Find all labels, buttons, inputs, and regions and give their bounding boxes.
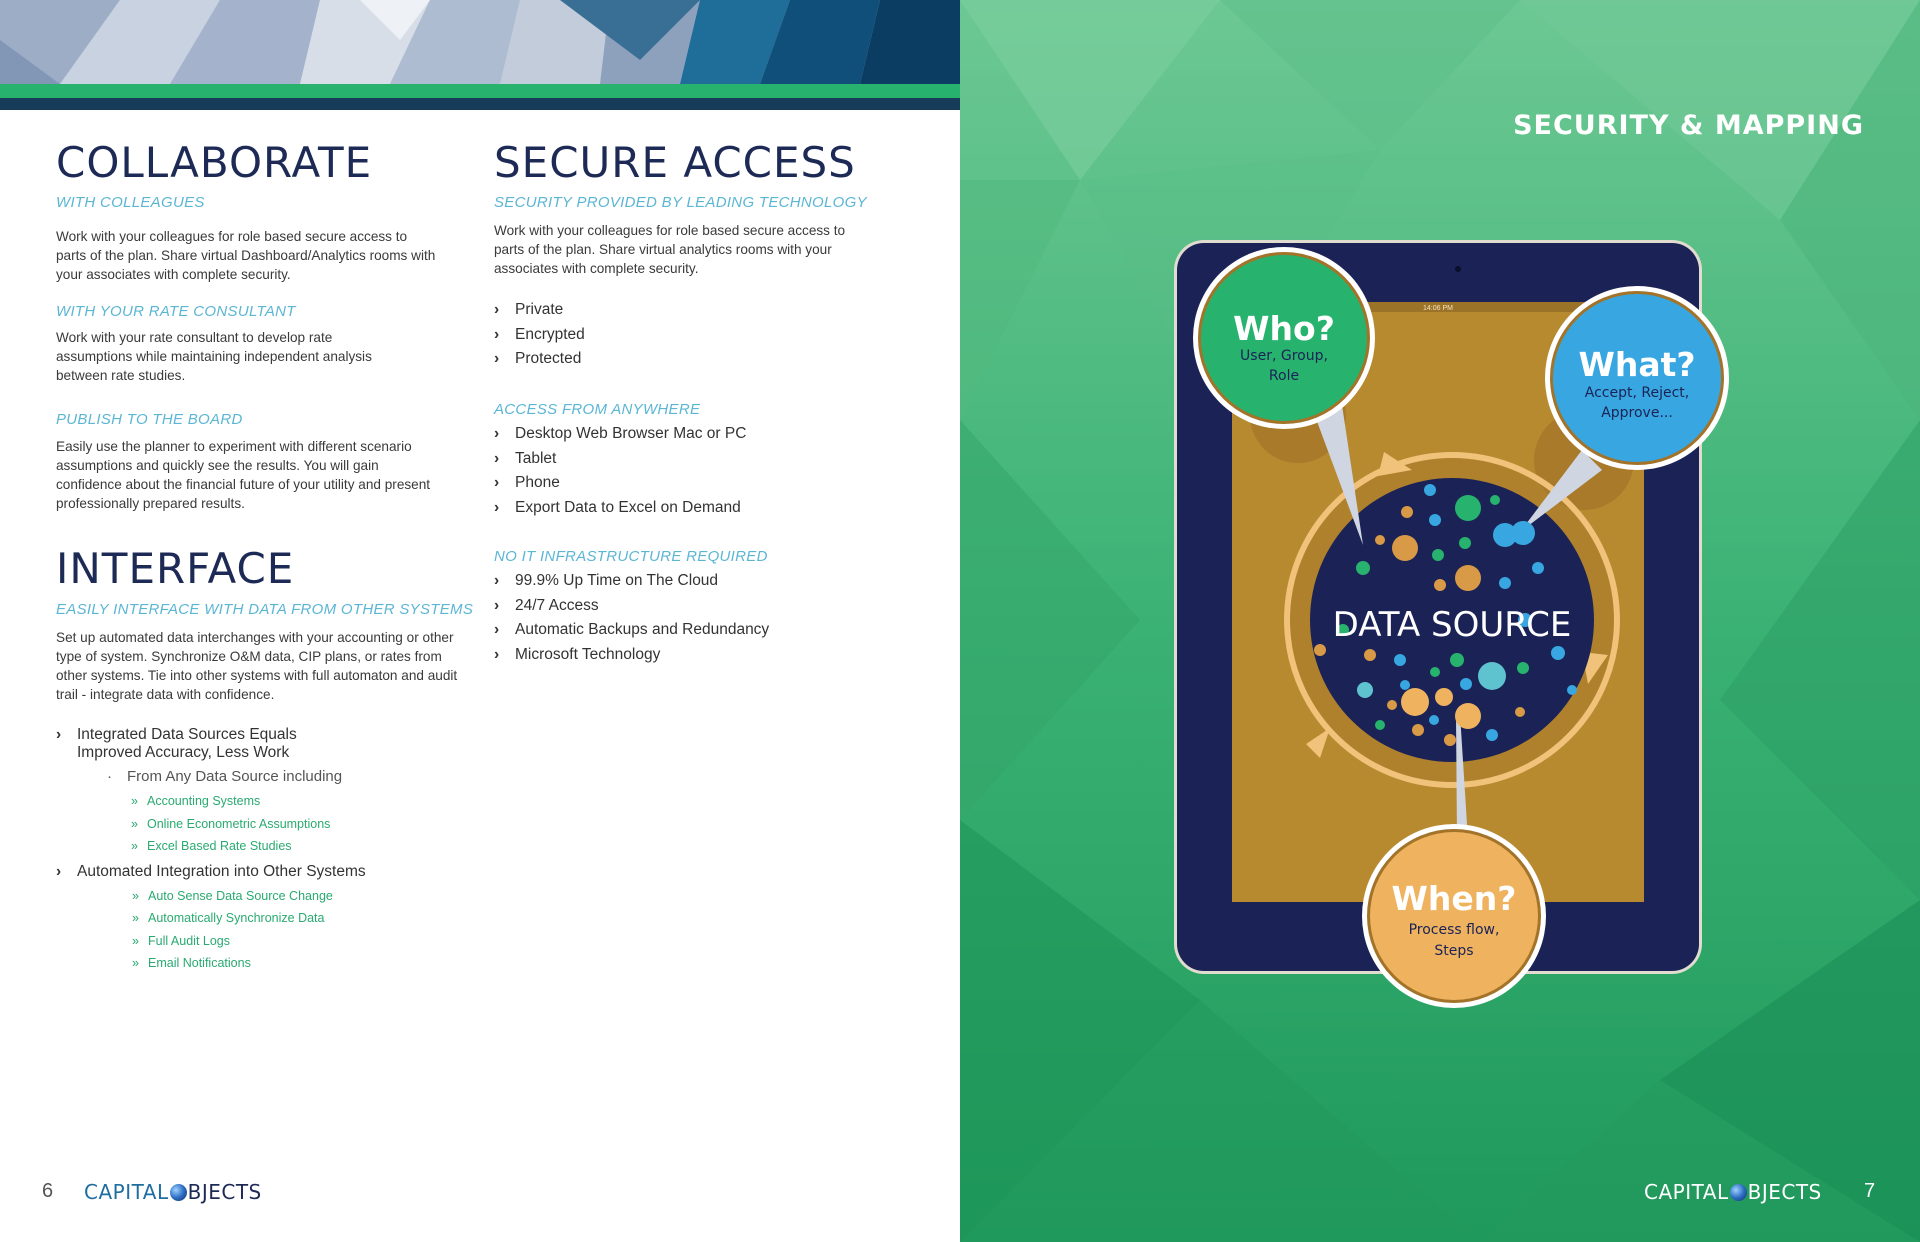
list-item: › Protected xyxy=(494,347,874,372)
what-connector-dot xyxy=(1511,521,1535,545)
capital-objects-logo-right xyxy=(1644,1180,1822,1204)
list-item: › Encrypted xyxy=(494,323,874,348)
list-item: » Automatically Synchronize Data xyxy=(132,907,476,930)
collaborate-heading: COLLABORATE xyxy=(56,138,373,187)
when-title: When? xyxy=(1391,879,1517,918)
list-item: » Full Audit Logs xyxy=(132,930,476,953)
list-item: » Online Econometric Assumptions xyxy=(131,813,476,836)
who-line1: User, Group, xyxy=(1240,348,1328,364)
list-item: › Export Data to Excel on Demand xyxy=(494,496,874,521)
list-item: › 99.9% Up Time on The Cloud xyxy=(494,569,874,594)
security-list xyxy=(494,298,874,372)
collaborate-body-colleagues: Work with your colleagues for role based secure access to parts of the plan. Share virtual Dashboard/Analytics rooms with your associates with complete security. xyxy=(56,229,436,282)
list-item: » Excel Based Rate Studies xyxy=(131,835,476,858)
data-source-label: DATA SOURCE xyxy=(1332,605,1572,645)
when-line2: Steps xyxy=(1434,943,1474,959)
geometric-header-banner xyxy=(0,0,960,110)
when-line1: Process flow, xyxy=(1408,922,1500,938)
list-item xyxy=(56,726,476,858)
interface-subheading: EASILY INTERFACE WITH DATA FROM OTHER SYSTEMS xyxy=(56,601,474,618)
logo-text-pre: CAPITAL xyxy=(1644,1180,1729,1204)
tablet-camera-icon xyxy=(1455,266,1461,272)
list-item: › 24/7 Access xyxy=(494,594,874,619)
list-item: › Automatic Backups and Redundancy xyxy=(494,618,874,643)
list-item: › Private xyxy=(494,298,874,323)
infrastructure-list xyxy=(494,569,874,667)
right-page xyxy=(960,0,1920,1242)
access-list xyxy=(494,422,874,520)
when-connector-dot xyxy=(1455,703,1481,729)
who-title: Who? xyxy=(1233,309,1335,348)
secure-subheading-infrastructure: NO IT INFRASTRUCTURE REQUIRED xyxy=(494,548,768,565)
who-line2: Role xyxy=(1268,368,1300,384)
list-item xyxy=(56,863,476,975)
interface-item-integrated: Integrated Data Sources Equals Improved Accuracy, Less Work xyxy=(77,726,297,761)
page-number-left: 6 xyxy=(42,1180,54,1202)
security-mapping-title: SECURITY & MAPPING xyxy=(1513,110,1864,141)
what-title: What? xyxy=(1578,345,1696,384)
interface-item-any-source: From Any Data Source including xyxy=(127,768,343,785)
collaborate-subheading-board: PUBLISH TO THE BOARD xyxy=(56,411,243,428)
list-item: › Tablet xyxy=(494,447,874,472)
list-item: » Accounting Systems xyxy=(131,790,476,813)
logo-text-post: BJECTS xyxy=(1747,1180,1822,1204)
interface-body: Set up automated data interchanges with your accounting or other type of system. Synchronize O&M data, CIP plans, or rates from other systems. Tie into other systems with full automaton and audit trail - integrate data with confidence. xyxy=(56,630,458,702)
collaborate-body-consultant: Work with your rate consultant to develop rate assumptions while maintaining independent analysis between rate studies. xyxy=(56,330,372,383)
data-source-illustration xyxy=(960,0,1920,1242)
logo-text-post: BJECTS xyxy=(187,1180,262,1204)
list-item: › Desktop Web Browser Mac or PC xyxy=(494,422,874,447)
interface-item-automated: Automated Integration into Other Systems xyxy=(77,862,366,880)
interface-feature-list xyxy=(56,726,476,980)
collaborate-body-board: Easily use the planner to experiment with different scenario assumptions and quickly see the results. You will gain confidence about the financial future of your utility and present professionally prepared results. xyxy=(56,439,431,511)
list-item: » Auto Sense Data Source Change xyxy=(132,885,476,908)
globe-icon xyxy=(170,1184,187,1201)
interface-heading: INTERFACE xyxy=(56,544,295,593)
globe-icon xyxy=(1730,1184,1747,1201)
collaborate-subheading-consultant: WITH YOUR RATE CONSULTANT xyxy=(56,303,296,320)
secure-access-heading: SECURE ACCESS xyxy=(494,138,856,187)
list-item: › Microsoft Technology xyxy=(494,643,874,668)
list-item: › Phone xyxy=(494,471,874,496)
capital-objects-logo-left xyxy=(84,1180,262,1204)
secure-body: Work with your colleagues for role based secure access to parts of the plan. Share virtual analytics rooms with your associates with complete security. xyxy=(494,223,846,276)
secure-subheading-technology: SECURITY PROVIDED BY LEADING TECHNOLOGY xyxy=(494,194,867,211)
logo-text-pre: CAPITAL xyxy=(84,1180,169,1204)
who-connector-dot xyxy=(1356,561,1370,575)
what-line1: Accept, Reject, xyxy=(1584,385,1690,401)
tablet-status-time: 14:06 PM xyxy=(1423,305,1453,312)
list-item xyxy=(107,766,476,858)
what-line2: Approve... xyxy=(1601,405,1673,421)
list-item: » Email Notifications xyxy=(132,952,476,975)
page-number-right: 7 xyxy=(1864,1180,1876,1202)
secure-subheading-anywhere: ACCESS FROM ANYWHERE xyxy=(494,401,701,418)
collaborate-subheading-colleagues: WITH COLLEAGUES xyxy=(56,194,205,211)
